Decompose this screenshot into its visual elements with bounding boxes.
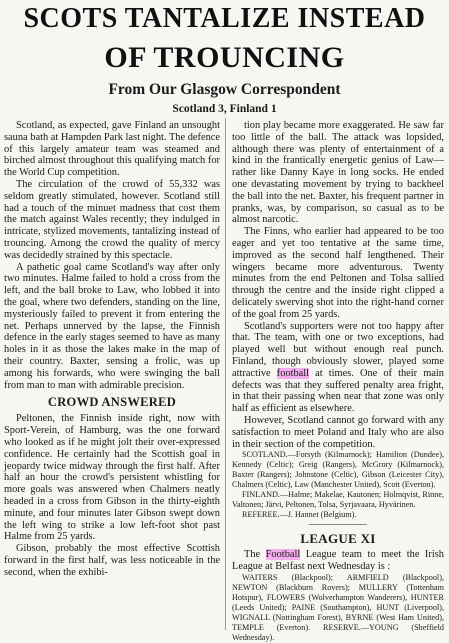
paragraph <box>232 321 444 415</box>
paragraph: tion play became more exaggerated. He saw far too little of the ball. The attack was lopsided, although there was plenty of entertainment of a kind in the frantically energetic genius of Law—rather like Danny Kaye in long socks. He ended one devastating movement by trying to backheel the ball into the net. Baxter, his frequent partner in pranks, was, by comparison, so casual as to be almost narcotic. <box>232 120 444 226</box>
right-column <box>232 120 444 642</box>
text-run: The <box>244 549 261 561</box>
highlighted-term: Football <box>265 549 301 561</box>
headline-line-1: SCOTS TANTALIZE INSTEAD <box>23 3 426 34</box>
paragraph: However, Scotland cannot go forward with any satisfaction to meet Poland and Italy who are also in their section of the competition. <box>232 414 444 450</box>
league-team-list: WAITERS (Blackpool); ARMFIELD (Blackpool), NEWTON (Blackburn Rovers); MULLERY (Tottenham Hotspur), FLOWERS (Wolverhampton Wanderers), HUNTER (Leeds United); PAINE (Southampton), HUNT (Liverpool), WIGNALL (Nottingham Forest), BYRNE (West Ham United), TEMPLE (Everton). RESERVE.—YOUNG (Sheffield Wednesday). <box>232 572 444 642</box>
column-divider <box>225 118 226 630</box>
paragraph: Peltonen, the Finnish inside right, now with Sport-Verein, of Hamburg, was the one forward who looked as if he might jolt their over-expressed confidence. He certainly had the Scottish goal in jeopardy twice midway through the first half. After half an hour the crowd's persistent whistling for more goals was answered when Chalmers neatly headed in a cross from Gibson in the thirty-eighth minute, and four minutes later Gibson swept down the left wing to strike a low left-foot shot past Halme from 25 yards. <box>4 413 220 543</box>
highlighted-term: football <box>276 367 310 379</box>
paragraph: A pathetic goal came Scotland's way after only two minutes. Halme failed to hold a cross from the left, and the ball broke to Law, who lobbed it into the goal, where two defenders, standing on the line, mysteriously failed to prevent it from entering the net. Perhaps unnerved by the lapse, the Finnish defence in the early stages seemed to have as many holes in it as those the lakes make in the map of their country. Baxter, sensing a frolic, was up among his forwards, who were swinging the ball from man to man with admirable precision. <box>4 261 220 391</box>
section-rule <box>309 524 367 525</box>
match-score: Scotland 3, Finland 1 <box>172 103 277 115</box>
paragraph: The Finns, who earlier had appeared to be too eager and yet too tentative at the same time, improved as the second half lengthened. Their wingers became more adventurous. Twenty minutes from the end Peltonen and Tolsa sallied through the centre and the inside right clipped a delicately swerving shot into the right-hand corner of the goal from 25 yards. <box>232 226 444 320</box>
team-list-scotland: SCOTLAND.—Forsyth (Kilmarnock); Hamilton (Dundee), Kennedy (Celtic); Greig (Rangers), McGrory (Kilmarnock), Baxter (Rangers); Johnstone (Celtic), Gibson (Leicester City), Chalmers (Celtic), Law (Manchester United), Scott (Everton). <box>232 450 444 490</box>
text-run: League team to meet the Irish League at Belfast next Wednesday is : <box>232 549 444 573</box>
left-column <box>4 120 220 630</box>
text-run: at times. One of their main defects was that they suffered penalty area fright, in that their passing when near that zone was only half as efficient as elsewhere. <box>232 367 444 415</box>
paragraph: The circulation of the crowd of 55,332 was seldom greatly stimulated, however. Scotland still had a touch of the minuet madness that cost them the match against Wales recently; they indulged in intricate, stylized movements, tantalizing instead of trouncing. Among the crowd the quality of mercy was decidedly strained by this spectacle. <box>4 178 220 261</box>
paragraph <box>232 549 444 573</box>
headline-line-2: OF TROUNCING <box>104 41 345 74</box>
referee-line: REFEREE.—J. Hannet (Belgium). <box>242 510 357 520</box>
team-list-finland: FINLAND.—Halme; Makelae, Kautonen; Holmqvist, Rinne, Valtonen; Järvi, Peltonen, Tolsa, Syrjavaara, Hyvärinen. <box>232 490 444 510</box>
byline: From Our Glasgow Correspondent <box>108 81 341 98</box>
paragraph: Gibson, probably the most effective Scottish forward in the first half, was less noticeable in the second, when the exhibi- <box>4 543 220 578</box>
subheading-crowd-answered: CROWD ANSWERED <box>47 395 177 410</box>
subheading-league-xi: LEAGUE XI <box>300 531 376 547</box>
text-run: Scotland's supporters were not too happy after that. The team, with one or two exceptions, had played well but without enough real punch. Finland, though obviously slower, played some attractive <box>232 320 444 379</box>
paragraph: Scotland, as expected, gave Finland an unsought sauna bath at Hampden Park last night. The defence of this largely amateur team was steamed and birched almost throughout this qualifying match for the World Cup competition. <box>4 120 220 179</box>
